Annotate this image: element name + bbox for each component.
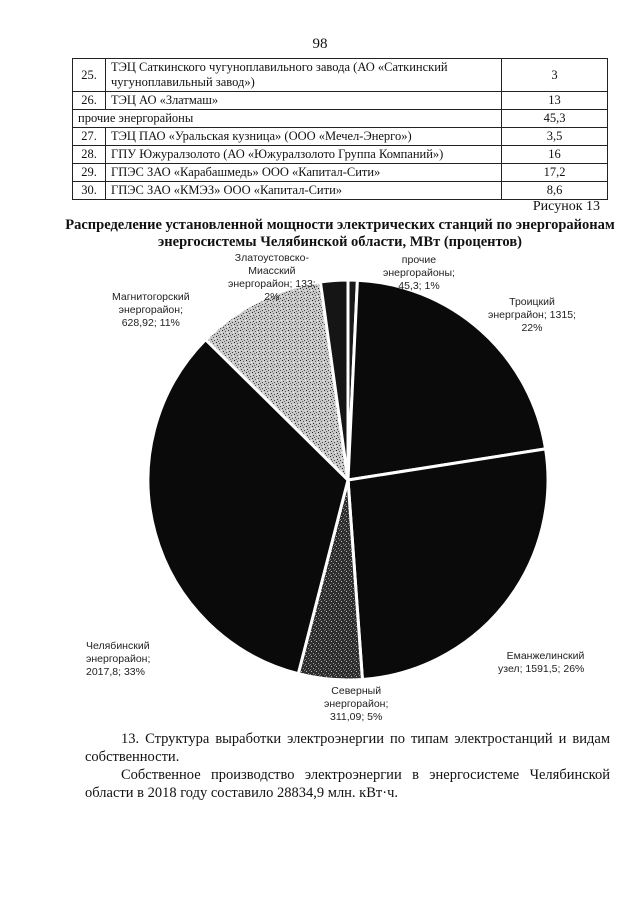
station-name: ТЭЦ Саткинского чугуноплавильного завода (АО «Саткинский чугуноплавильный завод») <box>106 59 502 92</box>
label-line: Троицкий <box>509 296 555 308</box>
label-line: энерграйон; 1315; <box>488 309 576 321</box>
label-line: 2% <box>264 291 280 303</box>
chart-title: Распределение установленной мощности электрических станций по энергорайонам энергосистемы Челябинской области, МВт (процентов) <box>65 217 615 250</box>
label-line: энергорайон; <box>86 653 151 665</box>
label-line: энергорайон; 133; <box>228 278 316 290</box>
pie-label-prochie <box>383 254 455 293</box>
row-number: 28. <box>73 146 106 164</box>
label-line: узел; 1591,5; 26% <box>498 663 585 675</box>
label-line: энергорайон; <box>118 304 183 316</box>
station-name: ТЭЦ ПАО «Уральская кузница» (ООО «Мечел-Энерго») <box>106 128 502 146</box>
station-name: ГПЭС ЗАО «КМЭЗ» ООО «Капитал-Сити» <box>106 182 502 200</box>
page-number: 98 <box>312 36 328 52</box>
station-name: ТЭЦ АО «Златмаш» <box>106 92 502 110</box>
label-line: 45,3; 1% <box>398 280 440 292</box>
subtotal-value: 45,3 <box>502 110 608 128</box>
label-line: Миасский <box>248 265 296 277</box>
station-capacity: 3,5 <box>502 128 608 146</box>
figure-label: Рисунок 13 <box>532 199 600 214</box>
row-number: 29. <box>73 164 106 182</box>
row-number: 25. <box>73 59 106 92</box>
pie-label-troitsky <box>488 296 576 335</box>
label-line: Челябинский <box>86 640 150 652</box>
pie-label-emanzhelinsky <box>498 650 584 676</box>
label-line: 22% <box>521 322 543 334</box>
label-line: Северный <box>331 685 382 697</box>
pie-label-magnitogorsky <box>112 291 190 330</box>
pie-label-chelyabinsky <box>86 640 150 679</box>
station-capacity: 3 <box>502 59 608 92</box>
label-line: Златоустовско- <box>234 252 309 264</box>
station-name: ГПУ Южуралзолото (АО «Южуралзолото Группа Компаний») <box>106 146 502 164</box>
label-line: прочие <box>401 254 437 266</box>
label-line: Магнитогорский <box>112 291 190 303</box>
label-line: Еманжелинский <box>506 650 585 662</box>
station-capacity: 17,2 <box>502 164 608 182</box>
subtotal-label: прочие энергорайоны <box>73 110 502 128</box>
label-line: энергорайон; <box>324 698 389 710</box>
label-line: энергорайоны; <box>383 267 455 279</box>
station-name: ГПЭС ЗАО «Карабашмедь» ООО «Капитал-Сити» <box>106 164 502 182</box>
pie-label-zlatoust <box>228 252 316 304</box>
label-line: 2017,8; 33% <box>86 666 145 678</box>
station-capacity: 16 <box>502 146 608 164</box>
row-number: 26. <box>73 92 106 110</box>
station-capacity: 13 <box>502 92 608 110</box>
paragraph-section-13: 13. Структура выработки электроэнергии по типам электростанций и видам собственности. <box>85 731 610 765</box>
paragraph-production: Собственное производство электроэнергии в энергосистеме Челябинской области в 2018 году составило 28834,9 млн. кВт·ч. <box>85 767 610 801</box>
label-line: 628,92; 11% <box>121 317 180 329</box>
row-number: 27. <box>73 128 106 146</box>
label-line: 311,09; 5% <box>330 711 383 723</box>
row-number: 30. <box>73 182 106 200</box>
pie-label-severny <box>324 685 388 724</box>
station-capacity: 8,6 <box>502 182 608 200</box>
pie-slice-2 <box>348 449 548 680</box>
